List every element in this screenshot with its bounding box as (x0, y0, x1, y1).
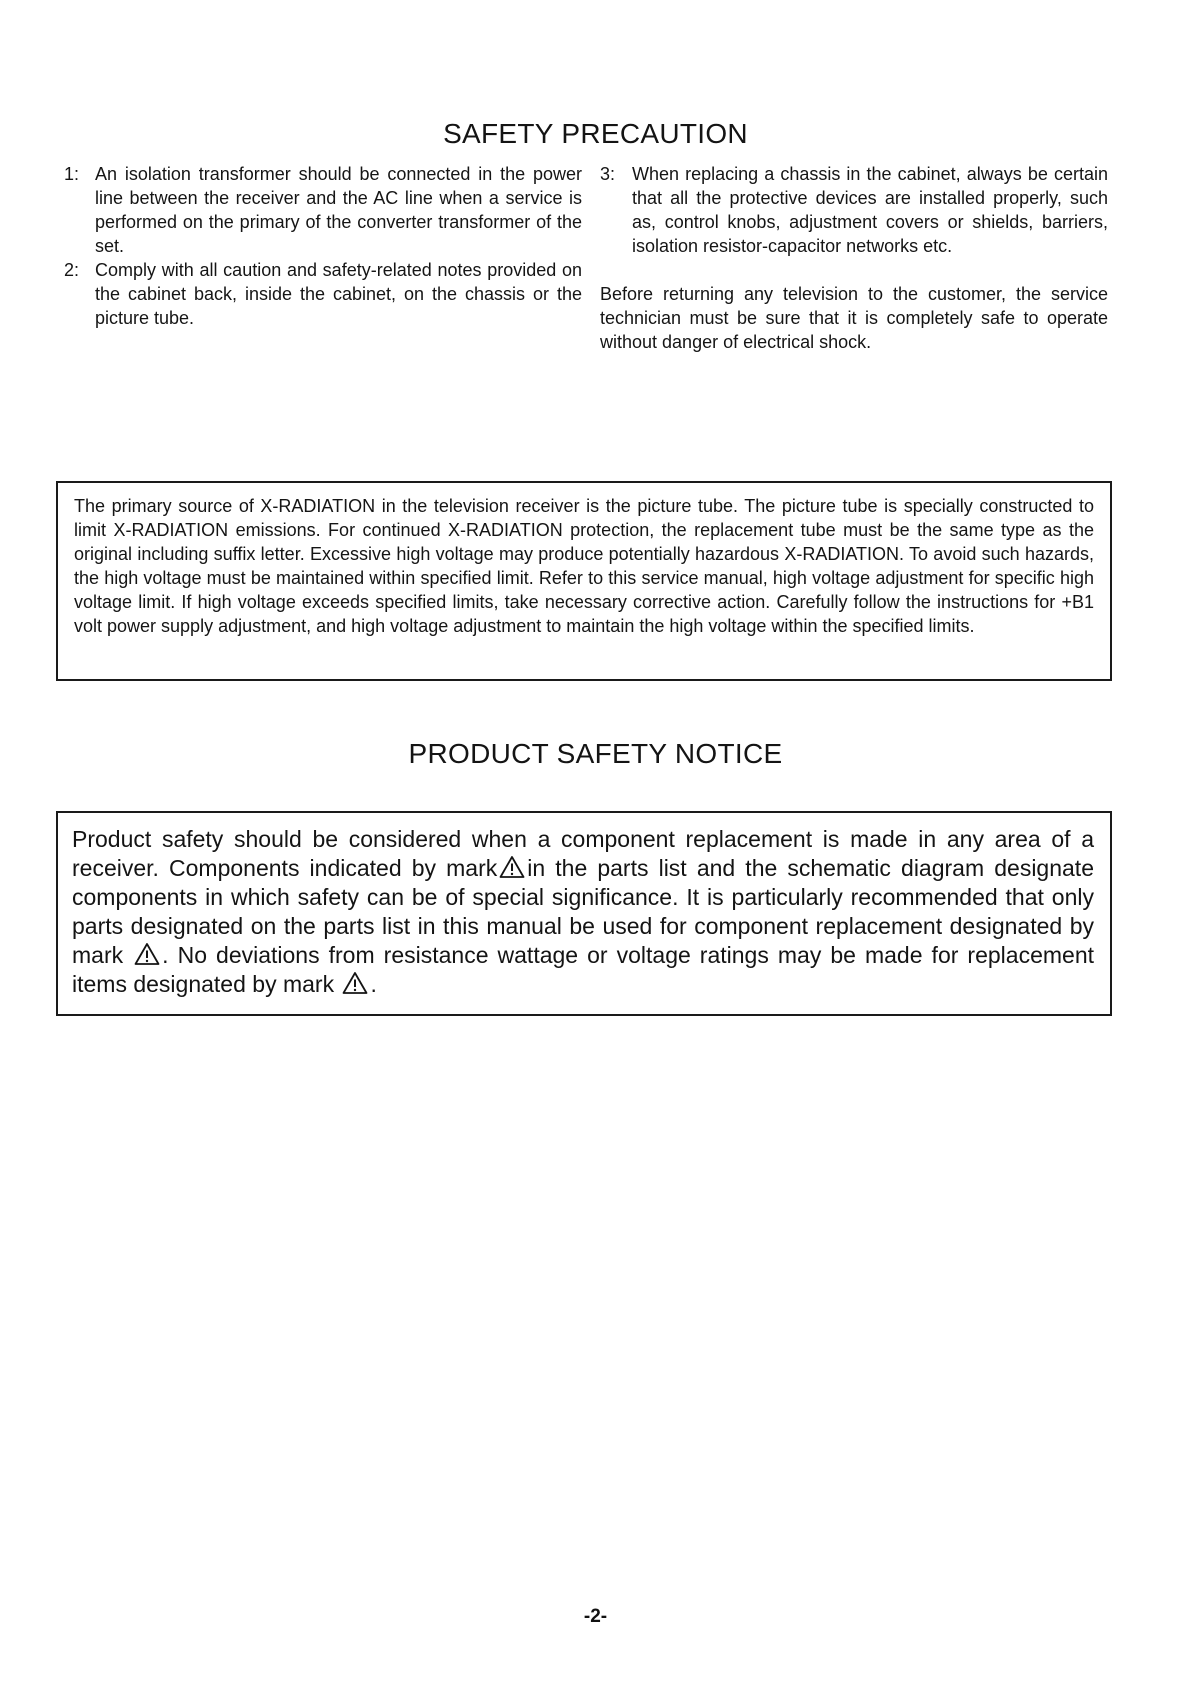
page-number: -2- (583, 1606, 608, 1627)
product-safety-title: PRODUCT SAFETY NOTICE (408, 738, 783, 769)
safety-precaution-title: SAFETY PRECAUTION (443, 118, 748, 149)
product-safety-text-3: . No deviations from resistance wattage or voltage ratings may be made for replacement items designated by mark (72, 942, 1094, 997)
item-text: Comply with all caution and safety-related notes provided on the cabinet back, inside the cabinet, on the chassis or the picture tube. (95, 260, 582, 328)
safety-item-2 (64, 258, 582, 330)
warning-triangle-icon (342, 971, 368, 995)
product-safety-text-2: in the parts list and the schematic diagram designate components in which safety can be of special significance. It is particularly recommended that only parts designated on the parts list in this manual be used for component replacement designated by mark (72, 855, 1094, 968)
item-text: When replacing a chassis in the cabinet, always be certain that all the protective devices are installed properly, such as, control knobs, adjustment covers or shields, barriers, isolation resistor-capacitor networks etc. (632, 164, 1108, 256)
safety-right-column (600, 162, 1108, 354)
safety-closing-paragraph: Before returning any television to the customer, the service technician must be sure that it is completely safe to operate without danger of electrical shock. (600, 284, 1108, 352)
safety-item-3 (600, 162, 1108, 258)
safety-item-1 (64, 162, 582, 258)
item-number: 1: (64, 164, 80, 184)
product-safety-text-4: . (370, 971, 377, 997)
product-safety-notice-box (56, 811, 1112, 1016)
warning-triangle-icon (499, 855, 525, 879)
warning-triangle-icon (134, 942, 160, 966)
product-safety-text-1: Product safety should be considered when a component replacement is made in any area of a receiver. Components indicated by mark (72, 826, 1094, 881)
xradiation-notice-text: The primary source of X-RADIATION in the television receiver is the picture tube. The picture tube is specially constructed to limit X-RADIATION emissions. For continued X-RADIATION protection, the replacement tube must be the same type as the original including suffix letter. Excessive high voltage may produce potentially hazardous X-RADIATION. To avoid such hazards, the high voltage must be maintained within specified limit. Refer to this service manual, high voltage adjustment for specific high voltage limit. If high voltage exceeds specified limits, take necessary corrective action. Carefully follow the instructions for +B1 volt power supply adjustment, and high voltage adjustment to maintain the high voltage within the specified limits. (74, 496, 1094, 636)
safety-left-column (64, 162, 582, 330)
item-text: An isolation transformer should be connected in the power line between the receiver and the AC line when a service is performed on the primary of the converter transformer of the set. (95, 164, 582, 256)
item-number: 2: (64, 260, 80, 280)
item-number: 3: (600, 164, 616, 184)
xradiation-notice-box (56, 481, 1112, 681)
